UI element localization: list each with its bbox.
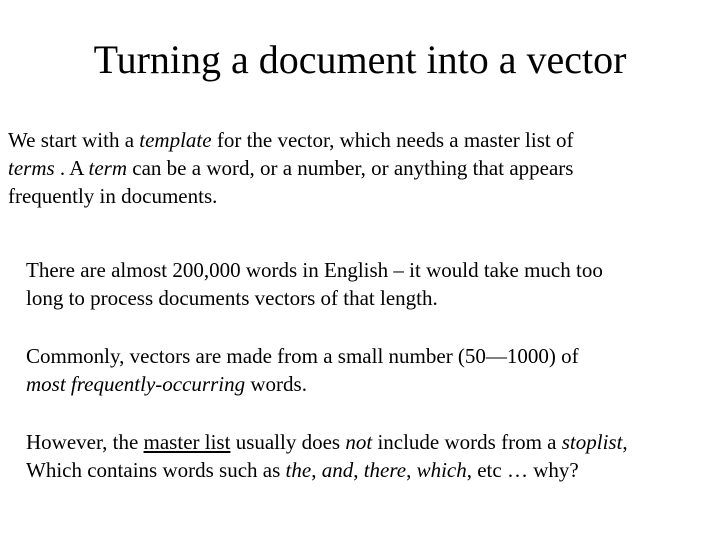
bullet1-line-1: There are almost 200,000 words in English – it would take much too (26, 258, 603, 282)
intro-text: for the vector, which needs a master list of (211, 128, 574, 152)
bullet-paragraph-3 (26, 428, 628, 484)
bullet3-emphasis: and (321, 458, 354, 482)
intro-text: . A (54, 156, 89, 180)
bullet3-emphasis: not (345, 430, 373, 454)
bullet3-text: Which contains words such as (26, 458, 286, 482)
bullet3-text: However, the (26, 430, 144, 454)
bullet-paragraph-1 (26, 256, 603, 312)
bullet3-underline: master list (143, 430, 231, 454)
intro-paragraph (8, 126, 573, 210)
bullet3-text: , (406, 458, 417, 482)
bullet2-text: words. (245, 372, 307, 396)
intro-text: can be a word, or a number, or anything that appears (127, 156, 574, 180)
bullet3-text: , (311, 458, 322, 482)
bullet2-line-1: Commonly, vectors are made from a small number (50—1000) of (26, 344, 579, 368)
bullet3-text: , etc … why? (466, 458, 579, 482)
bullet3-emphasis: there (363, 458, 407, 482)
bullet3-text: usually does (230, 430, 346, 454)
bullet2-line-2 (26, 370, 579, 398)
intro-line-1 (8, 126, 573, 154)
bullet2-emphasis: most frequently-occurring (26, 372, 246, 396)
bullet3-line-1 (26, 428, 628, 456)
bullet3-emphasis: which (416, 458, 467, 482)
bullet3-text: , (622, 430, 628, 454)
intro-text: We start with a (8, 128, 140, 152)
bullet3-emphasis: the (285, 458, 312, 482)
bullet3-line-2 (26, 456, 628, 484)
bullet1-line-2: long to process documents vectors of that length. (26, 286, 438, 310)
intro-emphasis: term (88, 156, 128, 180)
bullet-paragraph-2 (26, 342, 579, 398)
intro-emphasis: template (139, 128, 212, 152)
intro-line-2 (8, 154, 573, 182)
bullet3-text: , (353, 458, 364, 482)
intro-line-3: frequently in documents. (8, 184, 218, 208)
bullet3-text: include words from a (372, 430, 562, 454)
slide-title: Turning a document into a vector (93, 37, 627, 82)
bullet3-emphasis: stoplist (561, 430, 623, 454)
intro-emphasis: terms (8, 156, 55, 180)
